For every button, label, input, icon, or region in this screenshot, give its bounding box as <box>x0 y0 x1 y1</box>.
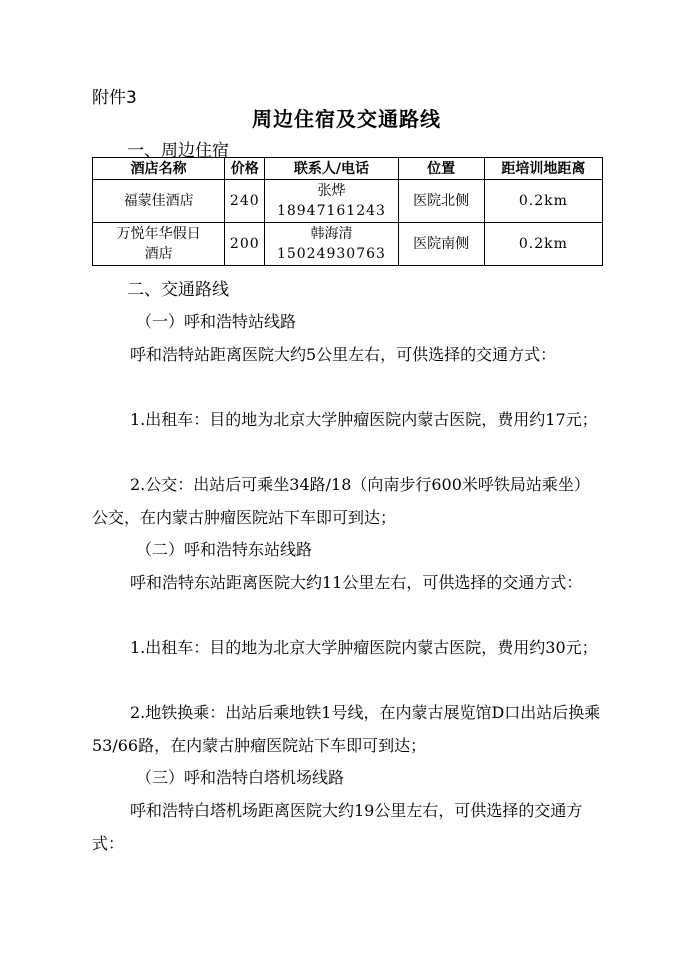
header-price: 价格 <box>225 158 265 180</box>
route-item: 1.出租车：目的地为北京大学肿瘤医院内蒙古医院，费用约17元； <box>130 410 598 429</box>
hotel-contact-cell <box>265 223 398 266</box>
route-item: 2.地铁换乘：出站后乘地铁1号线，在内蒙古展览馆D口出站后换乘53/66路，在内蒙古肿瘤医院站下车即可到达； <box>92 703 601 755</box>
route-item: 2.公交：出站后可乘坐34路/18（向南步行600米呼铁局站乘坐）公交，在内蒙古肿瘤医院站下车即可到达； <box>92 475 590 527</box>
hotel-name-line: 万悦年华假日 <box>116 226 201 242</box>
section-heading-accommodation: 一、周边住宿 <box>127 141 229 161</box>
hotel-name <box>93 223 225 266</box>
attachment-label: 附件3 <box>92 88 137 108</box>
route-intro: 呼和浩特东站距离医院大约11公里左右，可供选择的交通方式： <box>130 573 583 592</box>
hotel-location: 医院南侧 <box>398 223 484 266</box>
document-title: 周边住宿及交通路线 <box>252 107 441 131</box>
section-heading-transport: 二、交通路线 <box>127 280 229 300</box>
route-item: 1.出租车：目的地为北京大学肿瘤医院内蒙古医院，费用约30元； <box>130 638 598 657</box>
hotel-contact-cell <box>265 180 398 223</box>
hotel-location: 医院北侧 <box>398 180 484 223</box>
hotel-price: 240 <box>225 180 265 223</box>
table-row <box>93 180 603 223</box>
contact-name: 张烨 <box>317 183 346 199</box>
route-intro: 呼和浩特白塔机场距离医院大约19公里左右，可供选择的交通方式： <box>92 801 583 853</box>
route-heading: （二）呼和浩特东站线路 <box>136 540 313 559</box>
header-location: 位置 <box>398 158 484 180</box>
hotel-distance: 0.2km <box>484 180 602 223</box>
table-header-row <box>93 158 603 180</box>
header-distance: 距培训地距离 <box>484 158 602 180</box>
route-heading: （一）呼和浩特站线路 <box>136 312 297 331</box>
header-hotel-name: 酒店名称 <box>93 158 225 180</box>
contact-phone: 18947161243 <box>276 203 386 219</box>
hotel-distance: 0.2km <box>484 223 602 266</box>
hotel-name: 福蒙佳酒店 <box>93 180 225 223</box>
hotel-price: 200 <box>225 223 265 266</box>
header-contact: 联系人/电话 <box>265 158 398 180</box>
contact-name: 韩海清 <box>310 226 353 242</box>
route-intro: 呼和浩特站距离医院大约5公里左右，可供选择的交通方式： <box>130 345 557 364</box>
table-row <box>93 223 603 266</box>
route-heading: （三）呼和浩特白塔机场线路 <box>136 768 345 787</box>
hotel-name-line: 酒店 <box>144 246 173 262</box>
contact-phone: 15024930763 <box>276 246 386 262</box>
hotel-table <box>92 157 603 266</box>
